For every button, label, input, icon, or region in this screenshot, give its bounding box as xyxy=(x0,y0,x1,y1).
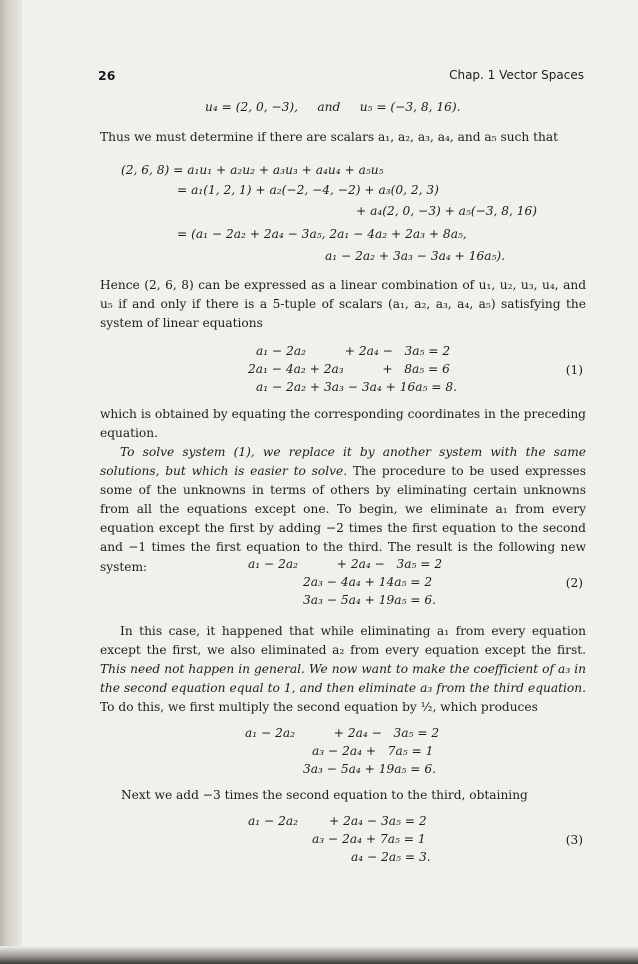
equation-number: (1) xyxy=(565,363,583,377)
derivation-line: = a₁(1, 2, 1) + a₂(−2, −4, −2) + a₃(0, 2, 3) xyxy=(177,183,439,197)
paragraph: Hence (2, 6, 8) can be expressed as a linear combination of u₁, u₂, u₃, u₄, and u₅ if and only if there is a 5-tuple of scalars (a₁, a₂, a₃, a₄, a₅) satisfying the system of linear equations xyxy=(100,278,586,331)
system-equation: a₃ − 2a₄ + 7a₅ = 1 xyxy=(312,832,426,846)
chapter-heading: Chap. 1 Vector Spaces xyxy=(449,68,584,82)
system-equation: 3a₃ − 5a₄ + 19a₅ = 6. xyxy=(303,593,436,607)
paragraph-text: In this case, it happened that while eliminating a₁ from every equation except the first, we also eliminated a₂ from every equation except the first. xyxy=(100,624,586,658)
vector-definitions: u₄ = (2, 0, −3), and u₅ = (−3, 8, 16). xyxy=(205,100,461,114)
equation-number: (2) xyxy=(565,576,583,590)
system-equation: a₁ − 2a₂ + 3a₃ − 3a₄ + 16a₅ = 8. xyxy=(256,380,457,394)
system-equation: a₄ − 2a₅ = 3. xyxy=(351,850,431,864)
system-equation: a₁ − 2a₂ + 2a₄ − 3a₅ = 2 xyxy=(245,726,440,740)
text-line: Thus we must determine if there are scalars a₁, a₂, a₃, a₄, and a₅ such that xyxy=(100,130,559,144)
equation-number: (3) xyxy=(565,833,583,847)
paragraph: which is obtained by equating the corresponding coordinates in the preceding equation. xyxy=(100,407,586,441)
derivation-line: = (a₁ − 2a₂ + 2a₄ − 3a₅, 2a₁ − 4a₂ + 2a₃ + 8a₅, xyxy=(177,227,467,241)
scan-bottom-edge xyxy=(0,946,638,964)
emphasis-text: This need not happen in general. We now want to make the coefficient of a₃ in the second equation equal to 1, and then eliminate a₃ from the third equation. xyxy=(100,662,586,696)
system-equation: 3a₃ − 5a₄ + 19a₅ = 6. xyxy=(303,762,436,776)
system-equation: 2a₃ − 4a₄ + 14a₅ = 2 xyxy=(303,575,433,589)
paragraph xyxy=(100,622,586,717)
system-equation: a₁ − 2a₂ + 2a₄ − 3a₅ = 2 xyxy=(248,557,443,571)
paragraph-text: The procedure to be used expresses some of the unknowns in terms of others by eliminating certain unknowns from all the equations except one. To begin, we eliminate a₁ from every equation except the first by adding −2 times the first equation to the second and −1 times the first equation to the third. The result is the following new system: xyxy=(100,464,586,574)
system-equation: a₃ − 2a₄ + 7a₅ = 1 xyxy=(312,744,434,758)
paragraph-text: To do this, we first multiply the second equation by ½, which produces xyxy=(100,700,538,715)
page-number: 26 xyxy=(98,68,116,83)
emphasis-text: To solve system (1), we replace it by another system with the same solutions, but which is easier to solve. xyxy=(100,445,586,479)
system-equation: a₁ − 2a₂ + 2a₄ − 3a₅ = 2 xyxy=(256,344,451,358)
derivation-line: + a₄(2, 0, −3) + a₅(−3, 8, 16) xyxy=(356,204,538,218)
derivation-line: (2, 6, 8) = a₁u₁ + a₂u₂ + a₃u₃ + a₄u₄ + a₅u₅ xyxy=(121,163,384,177)
system-equation: a₁ − 2a₂ + 2a₄ − 3a₅ = 2 xyxy=(248,814,427,828)
derivation-line: a₁ − 2a₂ + 3a₃ − 3a₄ + 16a₅). xyxy=(325,249,505,263)
text-line: Next we add −3 times the second equation to the third, obtaining xyxy=(121,788,528,802)
system-equation: 2a₁ − 4a₂ + 2a₃ + 8a₅ = 6 xyxy=(248,362,450,376)
